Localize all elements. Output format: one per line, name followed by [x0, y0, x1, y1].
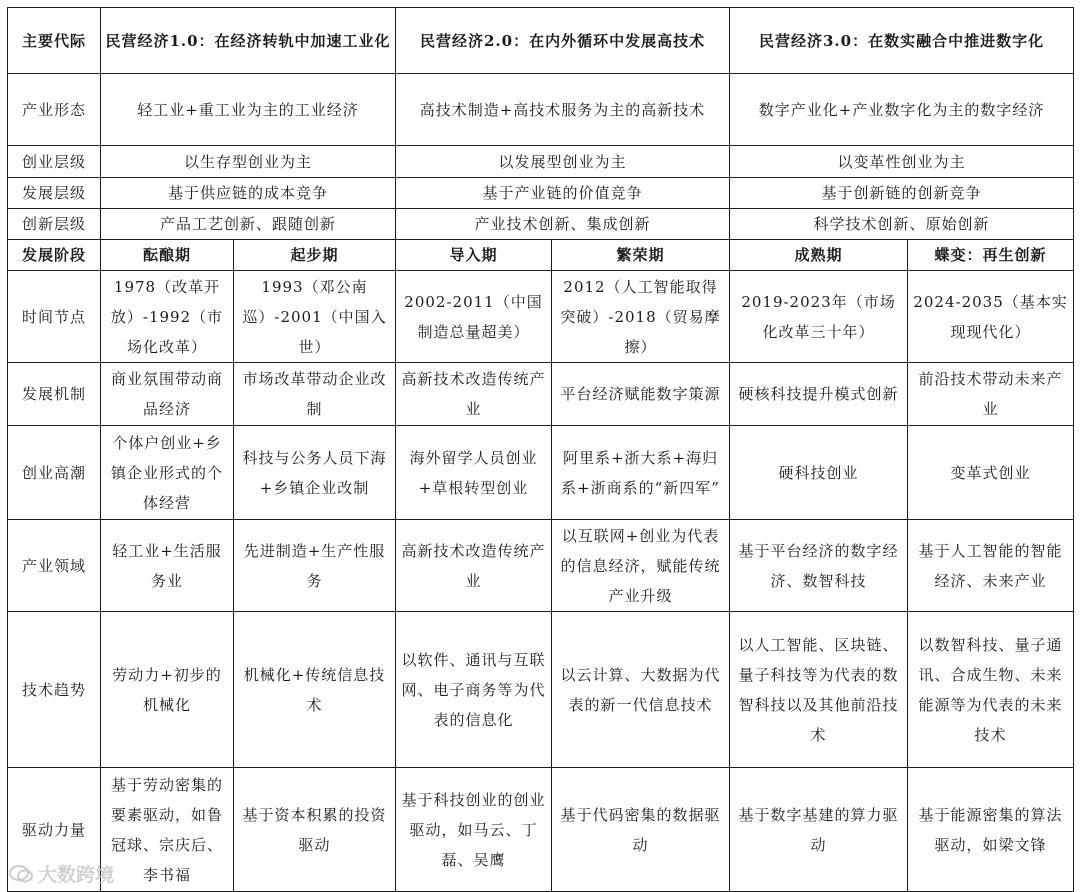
detail-cell: 以人工智能、区块链、量子科技等为代表的数智科技以及其他前沿技术: [730, 612, 908, 768]
watermark-text: 大数跨境: [38, 864, 115, 886]
overview-cell: 以发展型创业为主: [396, 146, 730, 178]
detail-cell: 海外留学人员创业+草根转型创业: [396, 426, 552, 520]
stage-header: 酝酿期: [101, 240, 234, 271]
detail-cell: 基于代码密集的数据驱动: [552, 768, 730, 892]
detail-cell: 以互联网+创业为代表的信息经济，赋能传统产业升级: [552, 520, 730, 612]
detail-cell: 基于能源密集的算法驱动，如梁文锋: [908, 768, 1074, 892]
detail-cell: 平台经济赋能数字策源: [552, 363, 730, 426]
detail-cell: 科技与公务人员下海+乡镇企业改制: [234, 426, 396, 520]
row-label-mechanism: 发展机制: [8, 363, 101, 426]
detail-cell: 商业氛围带动商品经济: [101, 363, 234, 426]
detail-cell: 高新技术改造传统产业: [396, 363, 552, 426]
detail-cell: 1993（邓公南巡）-2001（中国入世）: [234, 271, 396, 363]
stage-header: 成熟期: [730, 240, 908, 271]
row-label-industry-form: 产业形态: [8, 74, 101, 146]
detail-cell: 机械化+传统信息技术: [234, 612, 396, 768]
overview-cell: 高技术制造+高技术服务为主的高新技术: [396, 74, 730, 146]
detail-cell: 市场改革带动企业改制: [234, 363, 396, 426]
detail-cell: 2012（人工智能取得突破）-2018（贸易摩擦）: [552, 271, 730, 363]
detail-cell: 基于资本积累的投资驱动: [234, 768, 396, 892]
detail-cell: 个体户创业+乡镇企业形式的个体经营: [101, 426, 234, 520]
stage-header: 导入期: [396, 240, 552, 271]
overview-cell: 以生存型创业为主: [101, 146, 396, 178]
overview-cell: 基于创新链的创新竞争: [730, 178, 1074, 209]
detail-cell: 2024-2035（基本实现现代化）: [908, 271, 1074, 363]
detail-cell: 劳动力+初步的机械化: [101, 612, 234, 768]
overview-cell: 基于供应链的成本竞争: [101, 178, 396, 209]
era-3-header: 民营经济3.0：在数实融合中推进数字化: [730, 8, 1074, 74]
stage-header: 繁荣期: [552, 240, 730, 271]
overview-cell: 产业技术创新、集成创新: [396, 209, 730, 240]
detail-cell: 硬科技创业: [730, 426, 908, 520]
detail-cell: 基于科技创业的创业驱动，如马云、丁磊、吴鹰: [396, 768, 552, 892]
row-label-startup-wave: 创业高潮: [8, 426, 101, 520]
detail-cell: 2002-2011（中国制造总量超美）: [396, 271, 552, 363]
overview-cell: 科学技术创新、原始创新: [730, 209, 1074, 240]
detail-cell: 2019-2023年（市场化改革三十年）: [730, 271, 908, 363]
detail-cell: 轻工业+生活服务业: [101, 520, 234, 612]
detail-cell: 基于平台经济的数字经济、数智科技: [730, 520, 908, 612]
stage-header: 起步期: [234, 240, 396, 271]
detail-cell: 阿里系+浙大系+海归系+浙商系的“新四军”: [552, 426, 730, 520]
detail-cell: 以软件、通讯与互联网、电子商务等为代表的信息化: [396, 612, 552, 768]
era-1-header: 民营经济1.0：在经济转轨中加速工业化: [101, 8, 396, 74]
detail-cell: 基于劳动密集的要素驱动，如鲁冠球、宗庆后、李书福: [101, 768, 234, 892]
corner-header: 主要代际: [8, 8, 101, 74]
overview-cell: 基于产业链的价值竞争: [396, 178, 730, 209]
row-label-innovation-level: 创新层级: [8, 209, 101, 240]
row-label-stage: 发展阶段: [8, 240, 101, 271]
era-2-header: 民营经济2.0：在内外循环中发展高技术: [396, 8, 730, 74]
detail-cell: 以数智科技、量子通讯、合成生物、未来能源等为代表的未来技术: [908, 612, 1074, 768]
detail-cell: 基于数字基建的算力驱动: [730, 768, 908, 892]
row-label-driving-force: 驱动力量: [8, 768, 101, 892]
row-label-industry-field: 产业领域: [8, 520, 101, 612]
stage-header: 蝶变：再生创新: [908, 240, 1074, 271]
era-comparison-table: [7, 7, 1074, 892]
detail-cell: 基于人工智能的智能经济、未来产业: [908, 520, 1074, 612]
detail-cell: 先进制造+生产性服务: [234, 520, 396, 612]
detail-cell: 高新技术改造传统产业: [396, 520, 552, 612]
watermark: [8, 860, 114, 887]
overview-cell: 数字产业化+产业数字化为主的数字经济: [730, 74, 1074, 146]
detail-cell: 硬核科技提升模式创新: [730, 363, 908, 426]
detail-cell: 1978（改革开放）-1992（市场化改革）: [101, 271, 234, 363]
detail-cell: 前沿技术带动未来产业: [908, 363, 1074, 426]
overview-cell: 轻工业+重工业为主的工业经济: [101, 74, 396, 146]
chat-bubble-icon: [8, 864, 34, 884]
row-label-development-level: 发展层级: [8, 178, 101, 209]
row-label-timeline: 时间节点: [8, 271, 101, 363]
overview-cell: 产品工艺创新、跟随创新: [101, 209, 396, 240]
detail-cell: 以云计算、大数据为代表的新一代信息技术: [552, 612, 730, 768]
row-label-tech-trend: 技术趋势: [8, 612, 101, 768]
overview-cell: 以变革性创业为主: [730, 146, 1074, 178]
row-label-startup-level: 创业层级: [8, 146, 101, 178]
detail-cell: 变革式创业: [908, 426, 1074, 520]
